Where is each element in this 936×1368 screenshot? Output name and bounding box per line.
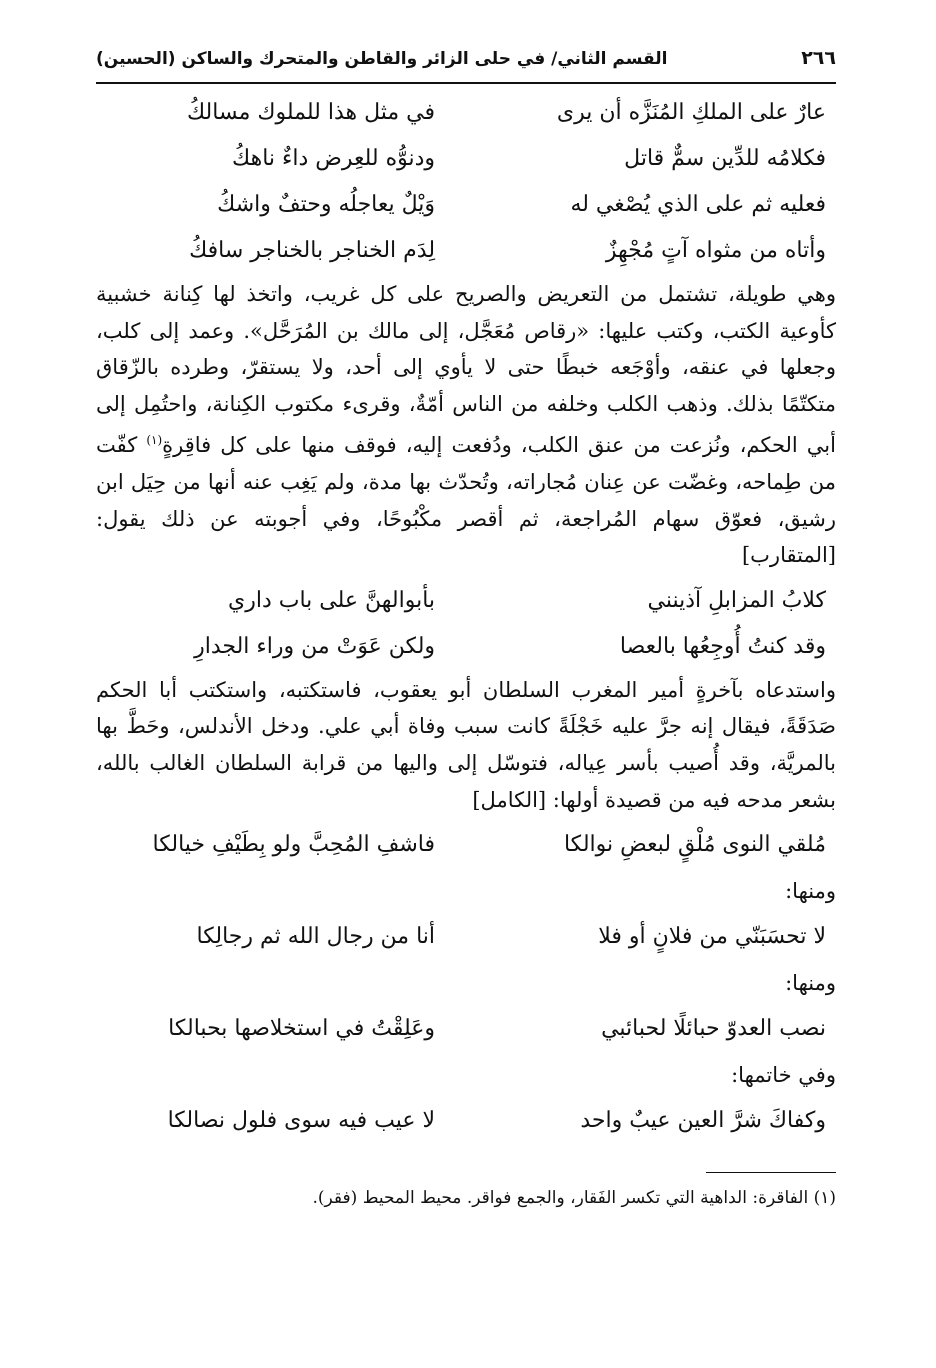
verse-first-hemistich: وكفاكَ شرَّ العين عيبٌ واحد: [580, 1108, 826, 1134]
verse-line: [96, 228, 836, 274]
verse-second-hemistich: في مثل هذا للملوك مسالكُ: [187, 100, 436, 125]
page-number: ٢٦٦: [801, 47, 836, 69]
verse-line: [96, 1006, 836, 1052]
verse-first-hemistich: مُلقي النوى مُلْقٍ لبعضِ نوالكا: [563, 832, 826, 858]
verse-line: [96, 1098, 836, 1144]
running-title: القسم الثاني/ في حلى الزائر والقاطن والمتحرك والساكن (الحسين): [96, 49, 668, 69]
footnote-rule: [706, 1172, 836, 1173]
verse-second-hemistich: بأبوالهنَّ على باب داري: [227, 587, 436, 613]
verse-line: [96, 914, 836, 960]
verse-second-hemistich: ودنوُّه للعِرض داءٌ ناهكُ: [232, 146, 436, 171]
page-header: [96, 40, 836, 84]
verse-line: [96, 624, 836, 670]
footnote: (١) الفاقرة: الداهية التي تكسر الفَقار، والجمع فواقر. محيط المحيط (فقر).: [312, 1188, 836, 1209]
verse-second-hemistich: لِدَم الخناجر بالخناجر سافكُ: [189, 238, 436, 263]
verse-first-hemistich: لا تحسَبَنّي من فلانٍ أو فلا: [598, 924, 826, 950]
book-page: [96, 40, 836, 1212]
verse-line: [96, 182, 836, 228]
verse-line: [96, 578, 836, 624]
verse-second-hemistich: وَيْلٌ يعاجلُه وحتفٌ واشكُ: [217, 192, 436, 217]
section-label: ومنها:: [785, 971, 836, 996]
verse-line: [96, 90, 836, 136]
verse-block-2: [96, 578, 836, 670]
verse-first-hemistich: عارٌ على الملكِ المُنَزَّه أن يرى: [556, 100, 826, 125]
section-label: وفي خاتمها:: [731, 1063, 836, 1088]
verse-first-hemistich: فعليه ثم على الذي يُصْغي له: [570, 192, 826, 217]
verse-second-hemistich: ولكن عَوَتْ من وراء الجدارِ: [194, 633, 436, 659]
verse-first-hemistich: وقد كنتُ أُوجِعُها بالعصا: [619, 633, 826, 659]
verse-second-hemistich: أنا من رجال الله ثم رجالِكا: [196, 924, 436, 950]
verse-first-hemistich: كلابُ المزابلِ آذينني: [647, 587, 826, 613]
verse-line: [96, 822, 836, 868]
verse-first-hemistich: فكلامُه للدِّين سمٌّ قاتل: [624, 146, 826, 171]
verse-block-3: [96, 822, 836, 1144]
footnote-separator-area: [96, 1144, 836, 1184]
verse-second-hemistich: وعَلِقْتُ في استخلاصها بحبالكا: [168, 1016, 436, 1042]
verse-second-hemistich: لا عيب فيه سوى فلول نصالكا: [167, 1108, 436, 1134]
verse-line: [96, 136, 836, 182]
verse-block-1: [96, 90, 836, 274]
verse-second-hemistich: فاشفِ المُحِبَّ ولو بِطَيْفِ خيالكا: [152, 832, 436, 858]
prose-paragraph-1: [96, 276, 836, 574]
section-label: ومنها:: [785, 879, 836, 904]
prose-text: وهي طويلة، تشتمل من التعريض والصريح على كل غريب، واتخذ لها كِنانة خشبية كأوعية الكتب، وكتب عليها: «رقاص مُعَجَّل، إلى مالك بن المُرَحَّل». وعمد إلى كلب، وجعلها في عنقه، وأوْجَعه خبطًا حتى لا يأوي إلى أحد، ولا يستقرّ، وطرده بالزّقاق متكتّمًا بذلك. وذهب الكلب وخلفه من الناس أمّةٌ، وقرىء مكتوب الكِنانة، واحتُمِل إلى أبي الحكم، ونُزعت من عنق الكلب، ودُفعت إليه، فوقف منها على كل فاقِرةٍ: [96, 282, 836, 458]
verse-first-hemistich: وأتاه من مثواه آتٍ مُجْهِزٌ: [605, 238, 826, 263]
prose-text-continued: كفّت من طِماحه، وغضّت عن عِنان مُجاراته، وتُحدّث بها مدة، ولم يَغِب عنه أنها من حِيَل ابن رشيق، فعوّق سهام المُراجعة، ثم أقصر مكْبُوحًا، وفي أجوبته عن ذلك يقول: [المتقارب]: [96, 433, 836, 568]
footnote-reference[interactable]: (١): [146, 433, 163, 448]
verse-first-hemistich: نصب العدوّ حبائلًا لحبائبي: [601, 1016, 826, 1042]
prose-paragraph-2: واستدعاه بآخرةٍ أمير المغرب السلطان أبو يعقوب، فاستكتبه، واستكتب أبا الحكم صَدَقَةً، فيقال إنه جرَّ عليه خَجْلَةً كانت سبب وفاة أبي علي. ودخل الأندلس، وحَطَّ بها بالمريَّة، وقد أُصيب بأسر عِياله، فتوسّل إلى واليها من قرابة السلطان الغالب بالله، بشعر مدحه فيه من قصيدة أولها: [الكامل]: [96, 677, 836, 812]
